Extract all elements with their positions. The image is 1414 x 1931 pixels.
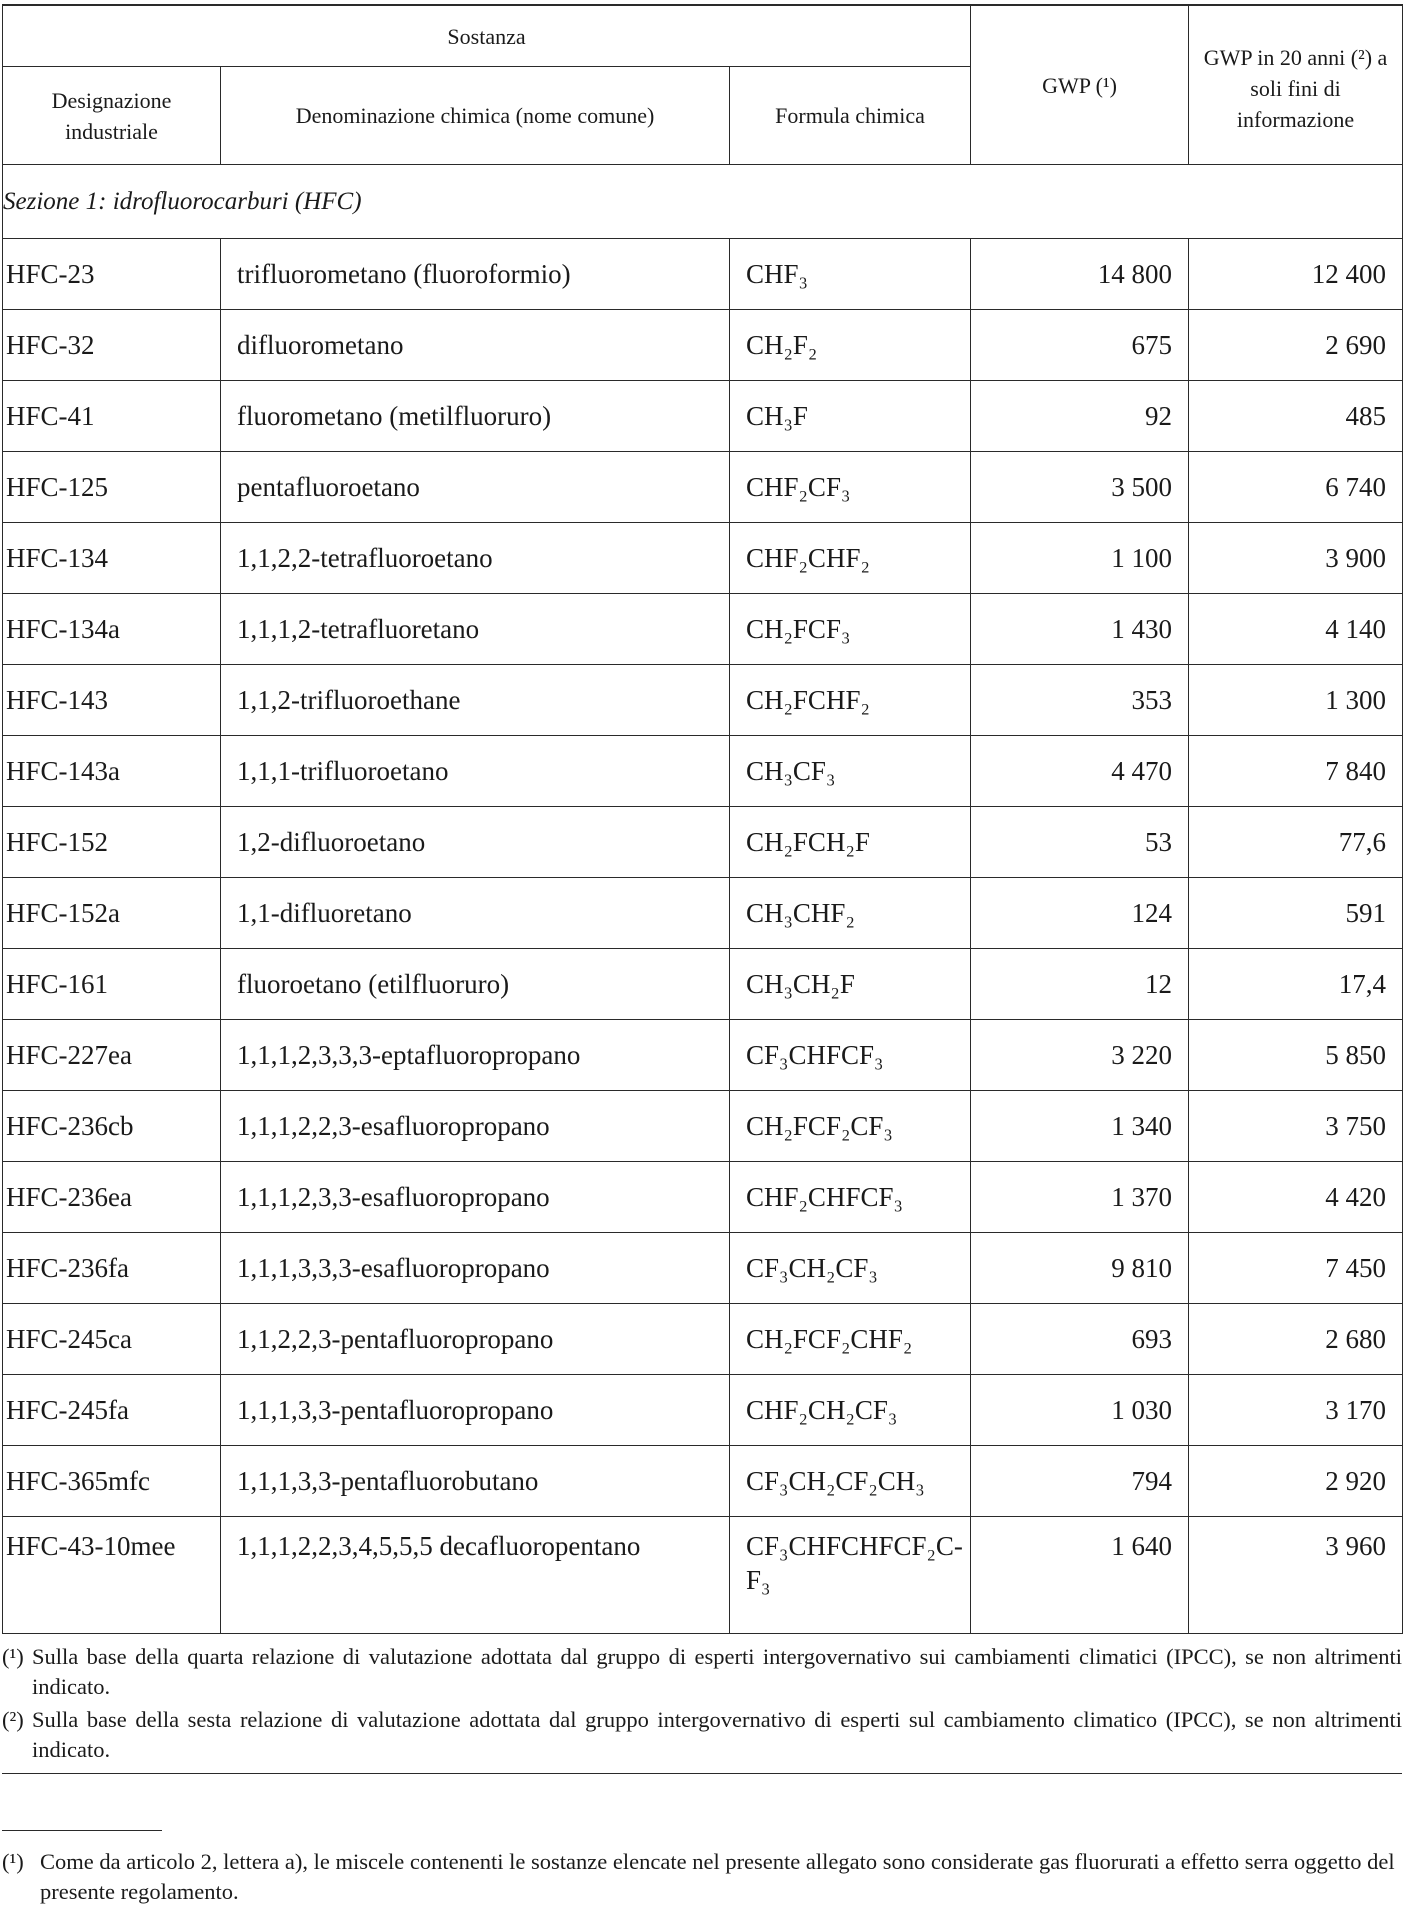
cell-formula: CF₃CHFCF₃ bbox=[730, 1020, 971, 1091]
cell-chemical-name: 1,2-difluoroetano bbox=[221, 807, 730, 878]
cell-designation: HFC-43-10mee bbox=[3, 1517, 221, 1634]
table-row bbox=[3, 1517, 1403, 1634]
cell-gwp: 353 bbox=[971, 665, 1189, 736]
cell-gwp: 4 470 bbox=[971, 736, 1189, 807]
cell-gwp-20: 2 920 bbox=[1189, 1446, 1403, 1517]
gwp-table bbox=[2, 4, 1403, 1634]
header-formula: Formula chimica bbox=[730, 67, 971, 165]
table-row bbox=[3, 878, 1403, 949]
footnote-mark: (¹) bbox=[2, 1644, 24, 1669]
cell-chemical-name: 1,1-difluoretano bbox=[221, 878, 730, 949]
cell-gwp-20: 3 750 bbox=[1189, 1091, 1403, 1162]
section-title: Sezione 1: idrofluorocarburi (HFC) bbox=[3, 165, 1403, 239]
cell-designation: HFC-161 bbox=[3, 949, 221, 1020]
cell-chemical-name: 1,1,2,2,3-pentafluoropropano bbox=[221, 1304, 730, 1375]
cell-designation: HFC-143 bbox=[3, 665, 221, 736]
cell-gwp: 124 bbox=[971, 878, 1189, 949]
cell-designation: HFC-236ea bbox=[3, 1162, 221, 1233]
cell-chemical-name: fluoroetano (etilfluoruro) bbox=[221, 949, 730, 1020]
cell-designation: HFC-245ca bbox=[3, 1304, 221, 1375]
cell-chemical-name: fluorometano (metilfluoruro) bbox=[221, 381, 730, 452]
cell-designation: HFC-134 bbox=[3, 523, 221, 594]
header-gwp-20-anni: GWP in 20 anni (²) a soli fini di informazione bbox=[1189, 5, 1403, 165]
table-row bbox=[3, 594, 1403, 665]
table-row bbox=[3, 1304, 1403, 1375]
cell-gwp-20: 17,4 bbox=[1189, 949, 1403, 1020]
table-row bbox=[3, 452, 1403, 523]
table-row bbox=[3, 381, 1403, 452]
cell-gwp: 12 bbox=[971, 949, 1189, 1020]
cell-formula: CHF₃ bbox=[730, 239, 971, 310]
table-row bbox=[3, 310, 1403, 381]
cell-gwp-20: 3 900 bbox=[1189, 523, 1403, 594]
cell-formula: CH₃CF₃ bbox=[730, 736, 971, 807]
cell-formula: CH₃CHF₂ bbox=[730, 878, 971, 949]
cell-gwp-20: 6 740 bbox=[1189, 452, 1403, 523]
cell-designation: HFC-125 bbox=[3, 452, 221, 523]
cell-gwp-20: 485 bbox=[1189, 381, 1403, 452]
cell-gwp: 794 bbox=[971, 1446, 1189, 1517]
cell-chemical-name: trifluorometano (fluoroformio) bbox=[221, 239, 730, 310]
header-sostanza: Sostanza bbox=[3, 5, 971, 67]
cell-designation: HFC-227ea bbox=[3, 1020, 221, 1091]
cell-formula: CH₂FCF₂CF₃ bbox=[730, 1091, 971, 1162]
document-page bbox=[2, 4, 1402, 1907]
cell-designation: HFC-143a bbox=[3, 736, 221, 807]
cell-gwp: 92 bbox=[971, 381, 1189, 452]
cell-gwp: 693 bbox=[971, 1304, 1189, 1375]
footnotes-divider bbox=[2, 1773, 1402, 1774]
cell-designation: HFC-365mfc bbox=[3, 1446, 221, 1517]
cell-gwp-20: 2 690 bbox=[1189, 310, 1403, 381]
cell-chemical-name: 1,1,2-trifluoroethane bbox=[221, 665, 730, 736]
table-row bbox=[3, 1233, 1403, 1304]
cell-designation: HFC-32 bbox=[3, 310, 221, 381]
footnote-mark: (²) bbox=[2, 1707, 24, 1732]
cell-chemical-name: 1,1,1,3,3,3-esafluoropropano bbox=[221, 1233, 730, 1304]
cell-chemical-name: 1,1,1,3,3-pentafluoropropano bbox=[221, 1375, 730, 1446]
cell-chemical-name: 1,1,1-trifluoroetano bbox=[221, 736, 730, 807]
cell-formula: CH₃F bbox=[730, 381, 971, 452]
table-row bbox=[3, 665, 1403, 736]
table-row bbox=[3, 523, 1403, 594]
cell-formula: CHF₂CHFCF₃ bbox=[730, 1162, 971, 1233]
cell-gwp: 1 430 bbox=[971, 594, 1189, 665]
cell-formula: CHF₂CH₂CF₃ bbox=[730, 1375, 971, 1446]
cell-gwp-20: 4 140 bbox=[1189, 594, 1403, 665]
cell-designation: HFC-41 bbox=[3, 381, 221, 452]
cell-gwp-20: 1 300 bbox=[1189, 665, 1403, 736]
table-row bbox=[3, 1162, 1403, 1233]
cell-gwp: 3 500 bbox=[971, 452, 1189, 523]
cell-formula: CF₃CHFCHFCF₂C- F₃ bbox=[730, 1517, 971, 1634]
cell-gwp: 1 340 bbox=[971, 1091, 1189, 1162]
footnote-text: Sulla base della quarta relazione di valutazione adottata dal gruppo di esperti intergovernativo sui cambiamenti climatici (IPCC), se non altrimenti indicato. bbox=[32, 1644, 1402, 1699]
cell-formula: CH₂FCH₂F bbox=[730, 807, 971, 878]
table-footnotes bbox=[2, 1642, 1402, 1765]
page-footnote-mark: (¹) bbox=[2, 1849, 24, 1874]
header-gwp: GWP (¹) bbox=[971, 5, 1189, 165]
page-footnote bbox=[2, 1847, 1402, 1907]
cell-gwp: 3 220 bbox=[971, 1020, 1189, 1091]
footnote bbox=[2, 1705, 1402, 1765]
cell-gwp-20: 3 170 bbox=[1189, 1375, 1403, 1446]
cell-gwp: 9 810 bbox=[971, 1233, 1189, 1304]
cell-gwp-20: 7 450 bbox=[1189, 1233, 1403, 1304]
cell-chemical-name: pentafluoroetano bbox=[221, 452, 730, 523]
cell-gwp-20: 2 680 bbox=[1189, 1304, 1403, 1375]
table-row bbox=[3, 1446, 1403, 1517]
cell-gwp-20: 7 840 bbox=[1189, 736, 1403, 807]
table-row bbox=[3, 1091, 1403, 1162]
footnote-text: Sulla base della sesta relazione di valutazione adottata dal gruppo intergovernativo di esperti sul cambiamento climatico (IPCC), se non altrimenti indicato. bbox=[32, 1707, 1402, 1762]
cell-formula: CH₃CH₂F bbox=[730, 949, 971, 1020]
table-row bbox=[3, 736, 1403, 807]
cell-formula: CH₂FCF₂CHF₂ bbox=[730, 1304, 971, 1375]
cell-chemical-name: 1,1,1,2,3,3-esafluoropropano bbox=[221, 1162, 730, 1233]
cell-gwp: 1 370 bbox=[971, 1162, 1189, 1233]
cell-formula: CF₃CH₂CF₂CH₃ bbox=[730, 1446, 971, 1517]
cell-formula: CH₂FCF₃ bbox=[730, 594, 971, 665]
cell-designation: HFC-152 bbox=[3, 807, 221, 878]
cell-designation: HFC-134a bbox=[3, 594, 221, 665]
cell-designation: HFC-245fa bbox=[3, 1375, 221, 1446]
cell-formula: CH₂FCHF₂ bbox=[730, 665, 971, 736]
page-footnote-text: Come da articolo 2, lettera a), le miscele contenenti le sostanze elencate nel presente allegato sono considerate gas fluorurati a effetto serra oggetto del presente regolamento. bbox=[40, 1849, 1395, 1904]
cell-formula: CHF₂CHF₂ bbox=[730, 523, 971, 594]
cell-designation: HFC-152a bbox=[3, 878, 221, 949]
cell-chemical-name: 1,1,1,2,3,3,3-eptafluoropropano bbox=[221, 1020, 730, 1091]
cell-gwp: 675 bbox=[971, 310, 1189, 381]
cell-gwp-20: 12 400 bbox=[1189, 239, 1403, 310]
cell-chemical-name: 1,1,1,2,2,3-esafluoropropano bbox=[221, 1091, 730, 1162]
cell-designation: HFC-236fa bbox=[3, 1233, 221, 1304]
cell-chemical-name: 1,1,1,2,2,3,4,5,5,5 decafluoropentano bbox=[221, 1517, 730, 1634]
header-designazione: Designazione industriale bbox=[3, 67, 221, 165]
cell-chemical-name: 1,1,2,2-tetrafluoroetano bbox=[221, 523, 730, 594]
cell-formula: CF₃CH₂CF₃ bbox=[730, 1233, 971, 1304]
cell-gwp-20: 77,6 bbox=[1189, 807, 1403, 878]
cell-gwp: 14 800 bbox=[971, 239, 1189, 310]
cell-formula: CH₂F₂ bbox=[730, 310, 971, 381]
table-row bbox=[3, 1020, 1403, 1091]
cell-gwp-20: 5 850 bbox=[1189, 1020, 1403, 1091]
cell-gwp: 1 030 bbox=[971, 1375, 1189, 1446]
cell-designation: HFC-236cb bbox=[3, 1091, 221, 1162]
cell-gwp: 1 640 bbox=[971, 1517, 1189, 1634]
cell-formula: CHF₂CF₃ bbox=[730, 452, 971, 523]
table-row bbox=[3, 1375, 1403, 1446]
cell-gwp: 53 bbox=[971, 807, 1189, 878]
cell-gwp-20: 4 420 bbox=[1189, 1162, 1403, 1233]
table-row bbox=[3, 807, 1403, 878]
cell-chemical-name: 1,1,1,2-tetrafluoretano bbox=[221, 594, 730, 665]
cell-chemical-name: 1,1,1,3,3-pentafluorobutano bbox=[221, 1446, 730, 1517]
table-row bbox=[3, 239, 1403, 310]
page-footnote-separator bbox=[2, 1830, 162, 1831]
cell-chemical-name: difluorometano bbox=[221, 310, 730, 381]
footnote bbox=[2, 1642, 1402, 1702]
cell-gwp: 1 100 bbox=[971, 523, 1189, 594]
cell-designation: HFC-23 bbox=[3, 239, 221, 310]
cell-gwp-20: 591 bbox=[1189, 878, 1403, 949]
header-denominazione: Denominazione chimica (nome comune) bbox=[221, 67, 730, 165]
cell-gwp-20: 3 960 bbox=[1189, 1517, 1403, 1634]
table-row bbox=[3, 949, 1403, 1020]
